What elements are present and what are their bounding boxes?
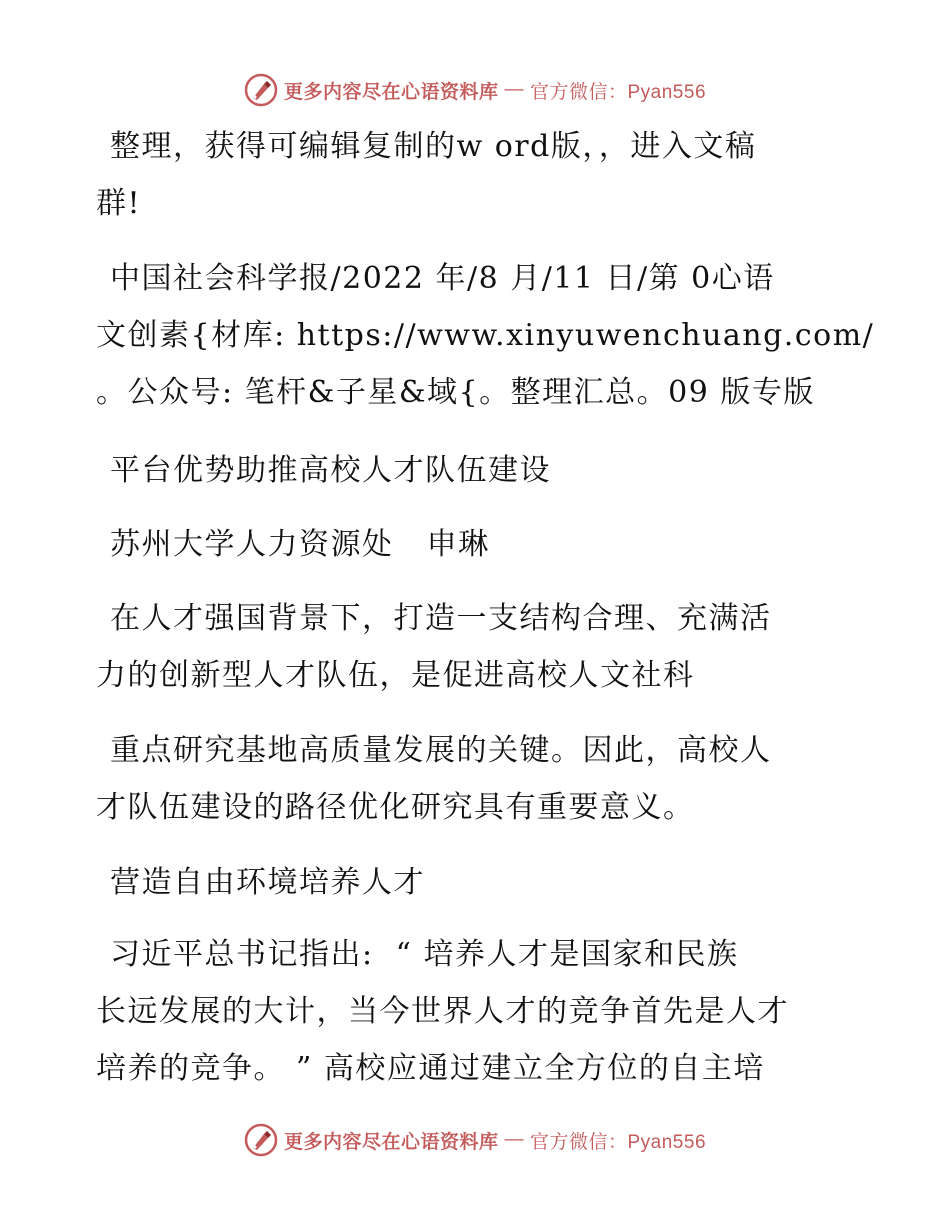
banner-slogan: 更多内容尽在心语资料库 bbox=[283, 1130, 499, 1153]
text-line: 力的创新型人才队伍，是促进高校人文社科 bbox=[96, 658, 695, 693]
banner-dash: — bbox=[504, 79, 524, 100]
text-line: 长远发展的大计，当今世界人才的竞争首先是人才 bbox=[96, 994, 789, 1029]
pen-logo-icon bbox=[244, 1123, 278, 1157]
text-line: 在人才强国背景下，打造一支结构合理、充满活 bbox=[110, 601, 772, 636]
text-line: 营造自由环境培养人才 bbox=[110, 865, 425, 900]
text-line: 整理，获得可编辑复制的w ord版，，进入文稿 bbox=[110, 129, 757, 164]
article-title bbox=[96, 442, 876, 499]
text-line: 重点研究基地高质量发展的关键。因此，高校人 bbox=[110, 733, 772, 768]
pen-logo-icon bbox=[244, 73, 278, 107]
source-paragraph bbox=[96, 250, 876, 421]
text-line: 苏州大学人力资源处 申琳 bbox=[110, 527, 490, 562]
body-paragraph-3 bbox=[96, 926, 876, 1097]
section-heading bbox=[96, 854, 876, 911]
text-line: 才队伍建设的路径优化研究具有重要意义。 bbox=[96, 790, 695, 825]
text-line: 习近平总书记指出: “ 培养人才是国家和民族 bbox=[110, 937, 739, 972]
body-paragraph-2 bbox=[96, 722, 876, 836]
footer-banner bbox=[0, 1120, 950, 1160]
banner-contact: 官方微信：Pyan556 bbox=[530, 1131, 707, 1153]
text-line: 。公众号: 笔杆&子星&域{。整理汇总。09 版专版 bbox=[96, 375, 815, 410]
banner-dash: — bbox=[504, 1129, 524, 1150]
body-paragraph-1 bbox=[96, 590, 876, 704]
intro-paragraph bbox=[96, 118, 876, 232]
header-banner bbox=[0, 70, 950, 110]
text-line: 中国社会科学报/2022 年/8 月/11 日/第 0心语 bbox=[110, 261, 775, 296]
text-line: 平台优势助推高校人才队伍建设 bbox=[110, 453, 551, 488]
text-line: 培养的竞争。 ” 高校应通过建立全方位的自主培 bbox=[96, 1051, 765, 1086]
banner-contact: 官方微信：Pyan556 bbox=[530, 81, 707, 103]
text-line: 文创素{材库: https://www.xinyuwenchuang.com/ bbox=[96, 318, 875, 353]
banner-slogan: 更多内容尽在心语资料库 bbox=[283, 80, 499, 103]
author-line bbox=[96, 516, 876, 573]
text-line: 群! bbox=[96, 186, 142, 221]
